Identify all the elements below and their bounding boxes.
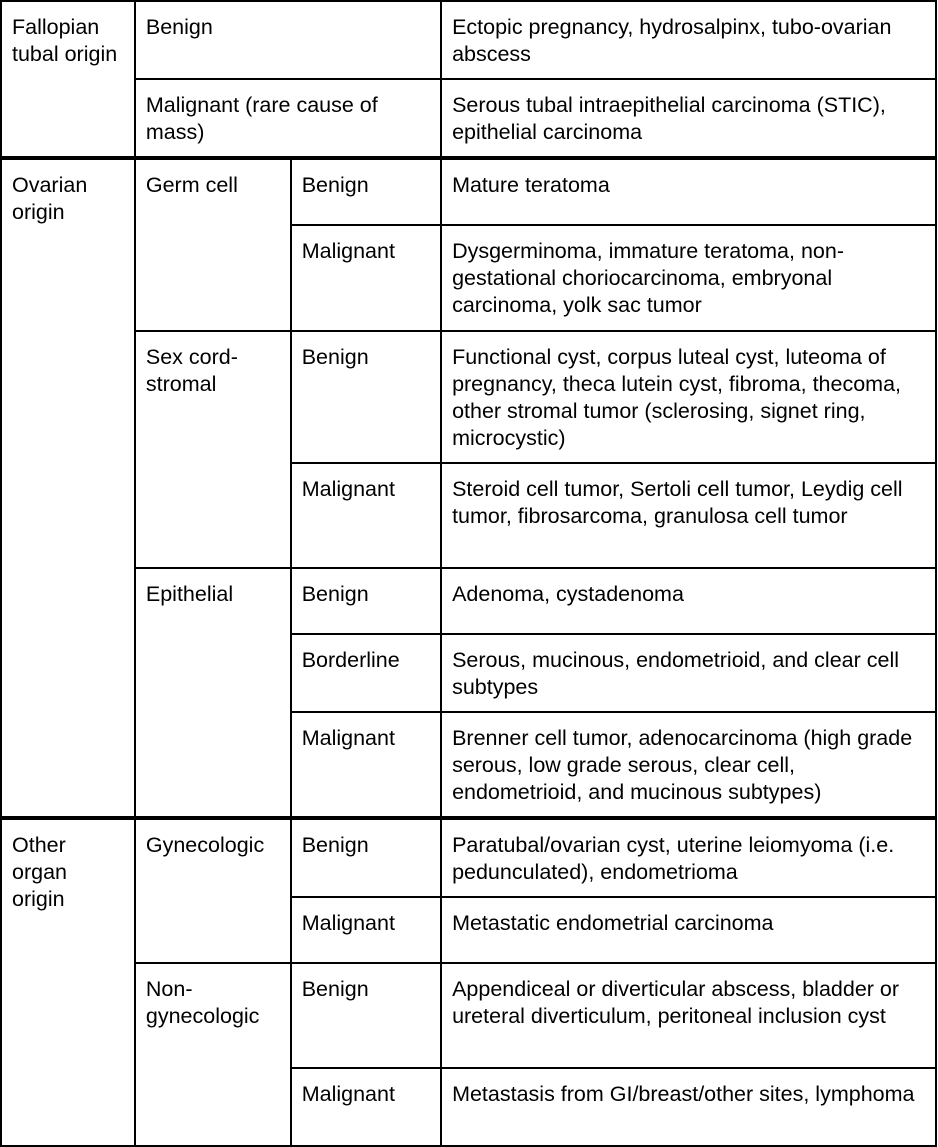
examples-cell: Mature teratoma xyxy=(441,158,936,225)
group-germ-cell: Germ cell xyxy=(135,158,291,331)
examples-cell: Metastatic endometrial carcinoma xyxy=(441,897,936,963)
behavior-cell: Malignant xyxy=(291,463,441,568)
examples-cell: Metastasis from GI/breast/other sites, lymphoma xyxy=(441,1068,936,1146)
examples-cell: Functional cyst, corpus luteal cyst, luteoma of pregnancy, theca lutein cyst, fibroma, thecoma, other stromal tumor (sclerosing, signet ring, microcystic) xyxy=(441,331,936,463)
behavior-cell: Benign xyxy=(291,818,441,897)
table-row xyxy=(1,963,936,1068)
examples-cell: Dysgerminoma, immature teratoma, non-gestational choriocarcinoma, embryonal carcinoma, yolk sac tumor xyxy=(441,225,936,331)
table-row xyxy=(1,818,936,897)
examples-cell: Paratubal/ovarian cyst, uterine leiomyoma (i.e. pedunculated), endometrioma xyxy=(441,818,936,897)
group-non-gynecologic: Non-gynecologic xyxy=(135,963,291,1146)
group-epithelial: Epithelial xyxy=(135,568,291,818)
examples-cell: Appendiceal or diverticular abscess, bladder or ureteral diverticulum, peritoneal inclusion cyst xyxy=(441,963,936,1068)
behavior-cell: Malignant xyxy=(291,225,441,331)
behavior-cell: Benign xyxy=(291,568,441,634)
examples-cell: Ectopic pregnancy, hydrosalpinx, tubo-ovarian abscess xyxy=(441,1,936,79)
origin-fallopian: Fallopian tubal origin xyxy=(1,1,135,158)
behavior-cell: Benign xyxy=(291,158,441,225)
behavior-cell: Benign xyxy=(291,331,441,463)
behavior-cell: Malignant xyxy=(291,712,441,818)
table-row xyxy=(1,331,936,463)
examples-cell: Serous tubal intraepithelial carcinoma (STIC), epithelial carcinoma xyxy=(441,79,936,158)
examples-cell: Brenner cell tumor, adenocarcinoma (high grade serous, low grade serous, clear cell, endometrioid, and mucinous subtypes) xyxy=(441,712,936,818)
group-gynecologic: Gynecologic xyxy=(135,818,291,963)
behavior-cell: Malignant xyxy=(291,897,441,963)
examples-cell: Steroid cell tumor, Sertoli cell tumor, Leydig cell tumor, fibrosarcoma, granulosa cell tumor xyxy=(441,463,936,568)
group-sex-cord-stromal: Sex cord-stromal xyxy=(135,331,291,568)
table-row xyxy=(1,79,936,158)
origin-ovarian: Ovarian origin xyxy=(1,158,135,818)
behavior-cell: Benign xyxy=(291,963,441,1068)
behavior-cell: Malignant xyxy=(291,1068,441,1146)
category-cell: Malignant (rare cause of mass) xyxy=(135,79,441,158)
table-row xyxy=(1,1,936,79)
behavior-cell: Borderline xyxy=(291,634,441,712)
category-cell: Benign xyxy=(135,1,441,79)
examples-cell: Serous, mucinous, endometrioid, and clear cell subtypes xyxy=(441,634,936,712)
table-row xyxy=(1,158,936,225)
origin-other: Other organ origin xyxy=(1,818,135,1146)
table-row xyxy=(1,568,936,634)
examples-cell: Adenoma, cystadenoma xyxy=(441,568,936,634)
